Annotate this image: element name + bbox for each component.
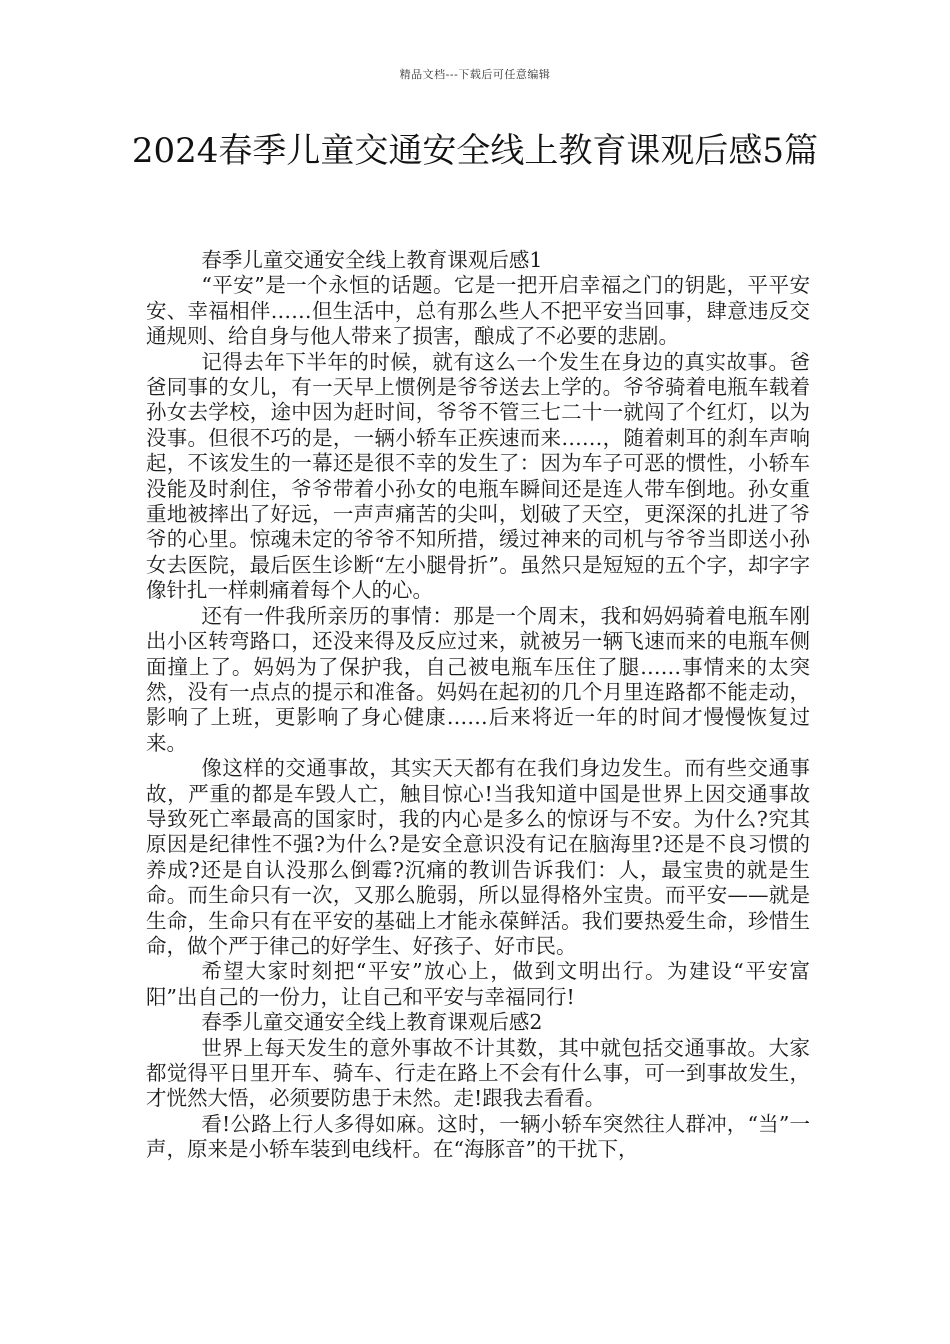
paragraph: 还有一件我所亲历的事情：那是一个周末，我和妈妈骑着电瓶车刚出小区转弯路口，还没来得及反应过来，就被另一辆飞速而来的电瓶车侧面撞上了。妈妈为了保护我，自己被电瓶车压住了腿……事情来的太突然，没有一点点的提示和准备。妈妈在起初的几个月里连路都不能走动，影响了上班，更影响了身心健康……后来将近一年的时间才慢慢恢复过来。	[146, 603, 810, 755]
section-heading-2: 春季儿童交通安全线上教育课观后感2	[201, 1010, 543, 1035]
paragraph: 希望大家时刻把“平安”放心上，做到文明出行。为建设“平安富阳”出自己的一份力，让自己和平安与幸福同行!	[146, 959, 810, 1009]
section-heading-1: 春季儿童交通安全线上教育课观后感1	[201, 248, 543, 272]
document-body	[146, 248, 810, 1163]
paragraph: 像这样的交通事故，其实天天都有在我们身边发生。而有些交通事故，严重的都是车毁人亡，触目惊心!当我知道中国是世界上因交通事故导致死亡率最高的国家时，我的内心是多么的惊讶与不安。为什么?究其原因是纪律性不强?为什么?是安全意识没有记在脑海里?还是不良习惯的养成?还是自认没那么倒霉?沉痛的教训告诉我们：人，最宝贵的就是生命。而生命只有一次，又那么脆弱，所以显得格外宝贵。而平安——就是生命，生命只有在平安的基础上才能永葆鲜活。我们要热爱生命，珍惜生命，做个严于律己的好学生、好孩子、好市民。	[146, 756, 810, 958]
document-title: 2024春季儿童交通安全线上教育课观后感5篇	[131, 131, 819, 171]
paragraph: “平安”是一个永恒的话题。它是一把开启幸福之门的钥匙，平平安安、幸福相伴……但生活中，总有那么些人不把平安当回事，肆意违反交通规则、给自身与他人带来了损害，酿成了不必要的悲剧。	[146, 273, 810, 349]
paragraph: 看!公路上行人多得如麻。这时，一辆小轿车突然往人群冲，“当”一声，原来是小轿车装到电线杆。在“海豚音”的干扰下，	[146, 1111, 810, 1162]
paragraph: 世界上每天发生的意外事故不计其数，其中就包括交通事故。大家都觉得平日里开车、骑车、行走在路上不会有什么事，可一到事故发生，才恍然大悟，必须要防患于未然。走!跟我去看看。	[146, 1035, 810, 1111]
header-note: 精品文档---下载后可任意编辑	[399, 68, 551, 81]
paragraph: 记得去年下半年的时候，就有这么一个发生在身边的真实故事。爸爸同事的女儿，有一天早上惯例是爷爷送去上学的。爷爷骑着电瓶车载着孙女去学校，途中因为赶时间，爷爷不管三七二十一就闯了个红灯，以为没事。但很不巧的是，一辆小轿车正疾速而来……，随着刺耳的刹车声响起，不该发生的一幕还是很不幸的发生了：因为车子可恶的惯性，小轿车没能及时刹住，爷爷带着小孙女的电瓶车瞬间还是连人带车倒地。孙女重重地被摔出了好远，一声声痛苦的尖叫，划破了天空，更深深的扎进了爷爷的心里。惊魂未定的爷爷不知所措，缓过神来的司机与爷爷当即送小孙女去医院，最后医生诊断“左小腿骨折”。虽然只是短短的五个字，却字字像针扎一样刺痛着每个人的心。	[146, 349, 810, 603]
